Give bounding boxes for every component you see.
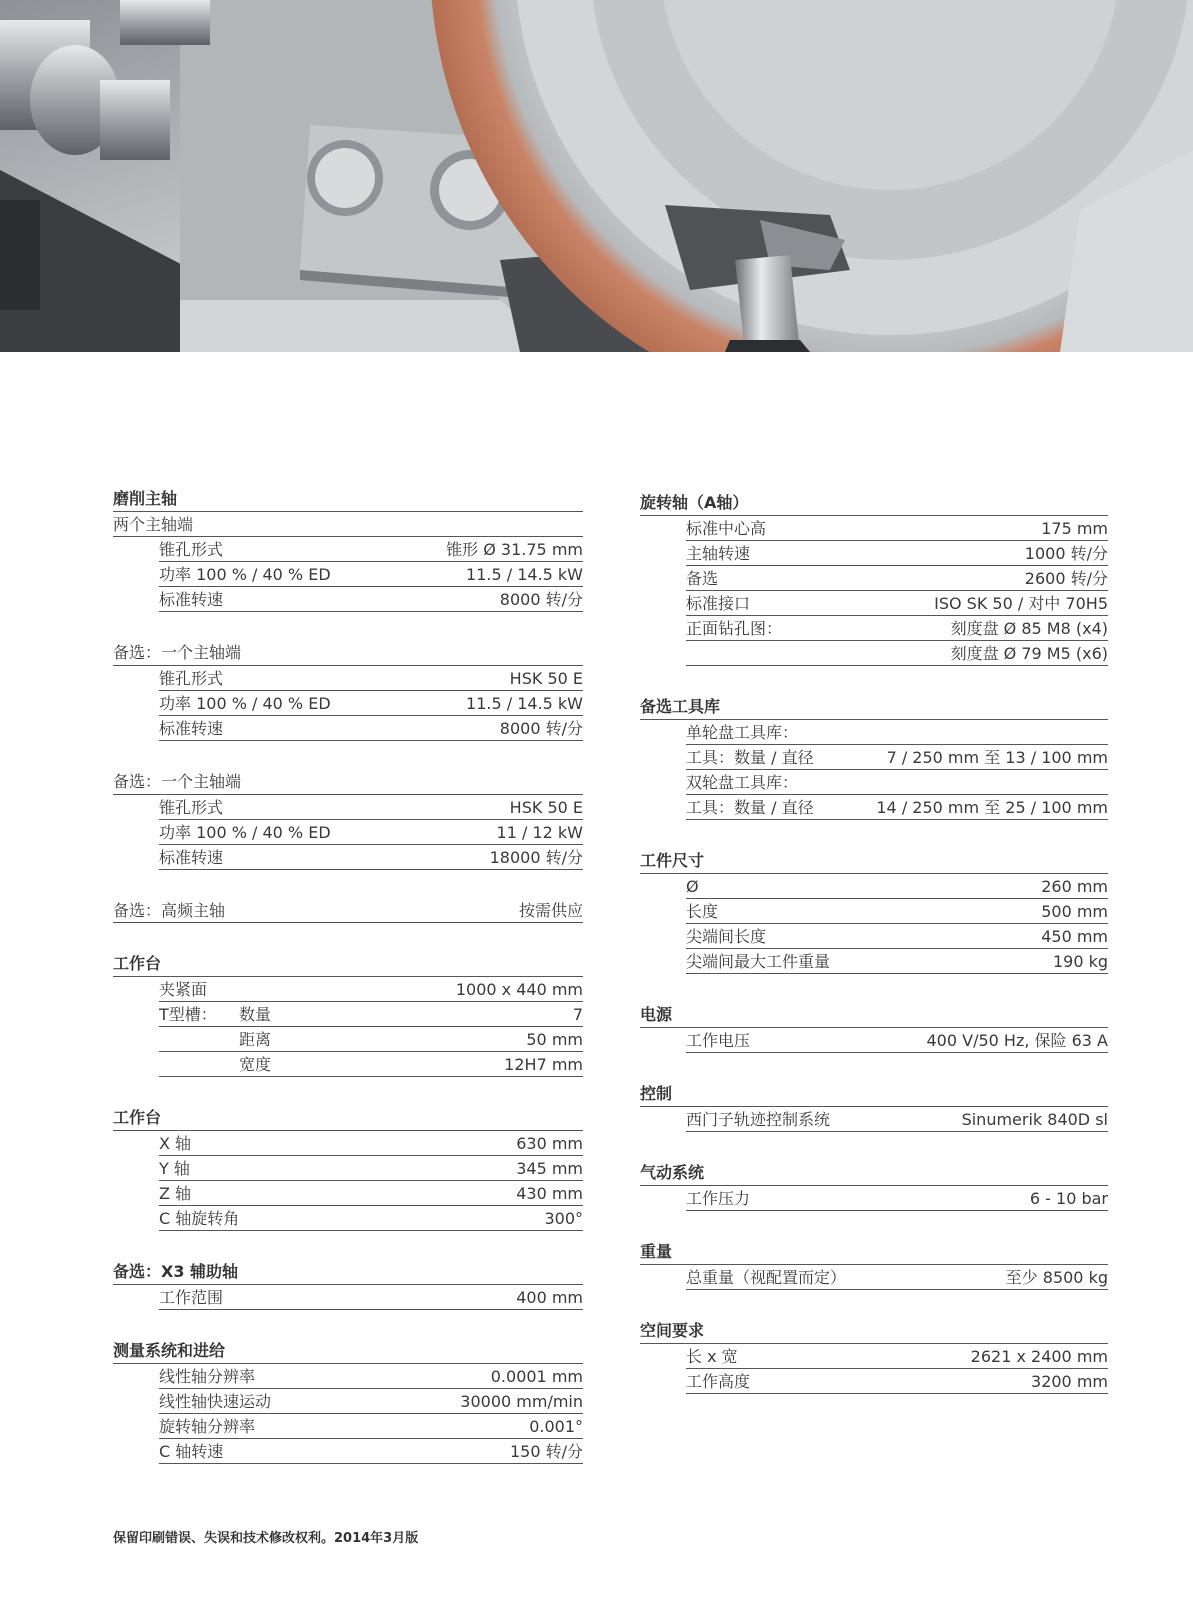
spec-row [159,716,583,741]
spec-label-group [159,1002,271,1027]
spec-row [686,899,1108,924]
spec-row [159,1002,583,1027]
spec-label: 西门子轨迹控制系统 [686,1109,831,1129]
machine-photo [0,0,1193,352]
spec-row [686,516,1108,541]
spec-label: 旋转轴分辨率 [159,1416,256,1436]
section-hf-spindle [113,898,583,923]
spec-row [686,795,1108,820]
spec-sublabel: 宽度 [239,1054,272,1074]
spec-label: Ø [686,876,699,896]
spec-label: 备选：高频主轴 [113,900,226,920]
spec-value: 430 mm [516,1183,583,1203]
section-title: 备选工具库 [640,694,1108,720]
spec-row [686,949,1108,974]
spec-value: 0.0001 mm [490,1366,583,1386]
spec-row [159,1156,583,1181]
spec-label: 功率 100 % / 40 % ED [159,822,331,842]
spec-row [159,1181,583,1206]
spec-row [686,770,1108,795]
section-title: 旋转轴（A轴） [640,490,1108,516]
spec-value: 18000 转/分 [489,847,583,867]
spec-label: 标准中心高 [686,518,767,538]
spec-value: Sinumerik 840D sl [961,1109,1108,1129]
spec-sublabel: 数量 [239,1004,272,1024]
section-title: 电源 [640,1002,1108,1028]
section-title: 控制 [640,1081,1108,1107]
spec-value: 2621 x 2400 mm [970,1346,1108,1366]
section-title: 备选：X3 辅助轴 [113,1259,583,1285]
spec-value: 11.5 / 14.5 kW [466,564,583,584]
spec-value: 3200 mm [1031,1371,1108,1391]
section-title: 空间要求 [640,1318,1108,1344]
spec-value: 8000 转/分 [499,718,583,738]
spec-row [159,845,583,870]
spec-row [686,1344,1108,1369]
section-grinding-spindle [113,486,583,612]
spec-value: 14 / 250 mm 至 25 / 100 mm [876,797,1108,817]
section-title: 重量 [640,1239,1108,1265]
spec-label: 夹紧面 [159,979,208,999]
spec-label: 工作范围 [159,1287,224,1307]
spec-row [159,1389,583,1414]
spec-row [159,820,583,845]
spec-label: 单轮盘工具库： [686,722,799,742]
spec-row [686,1107,1108,1132]
spec-value: 8000 转/分 [499,589,583,609]
footer-disclaimer: 保留印刷错误、失误和技术修改权利。2014年3月版 [113,1531,419,1546]
spec-value: 7 [572,1004,583,1024]
section-title: 磨削主轴 [113,486,583,512]
spec-row [686,591,1108,616]
section-title: 工作台 [113,1105,583,1131]
spec-value: 175 mm [1041,518,1108,538]
spec-value: 450 mm [1041,926,1108,946]
spec-label: X 轴 [159,1133,192,1153]
spec-value: 400 mm [516,1287,583,1307]
spec-row [686,745,1108,770]
spec-row [686,924,1108,949]
spec-label: 尖端间长度 [686,926,767,946]
spec-label: 主轴转速 [686,543,751,563]
section-space [640,1318,1108,1394]
spec-row [159,1364,583,1389]
spec-subheader [113,512,583,537]
spec-row [159,1131,583,1156]
spec-label: 总重量（视配置而定） [686,1267,847,1287]
spec-value: 500 mm [1041,901,1108,921]
spec-label: 线性轴快速运动 [159,1391,272,1411]
spec-value: HSK 50 E [509,668,583,688]
section-title: 工作台 [113,951,583,977]
spec-value: 190 kg [1052,951,1108,971]
spec-value: ISO SK 50 / 对中 70H5 [934,593,1108,613]
section-weight [640,1239,1108,1290]
section-worktable-2 [113,1105,583,1231]
spec-value: 刻度盘 Ø 85 M8 (x4) [950,618,1108,638]
spec-label: 功率 100 % / 40 % ED [159,693,331,713]
spec-row [159,587,583,612]
spec-label: 正面钻孔图： [686,618,783,638]
section-title: 备选：一个主轴端 [113,769,583,795]
spec-column-right [640,490,1108,1422]
spec-label: 线性轴分辨率 [159,1366,256,1386]
spec-label: Z 轴 [159,1183,192,1203]
spec-value: 11 / 12 kW [496,822,583,842]
spec-value: 1000 转/分 [1024,543,1108,563]
spec-value: 1000 x 440 mm [455,979,583,999]
spec-label: 工作高度 [686,1371,751,1391]
spec-value: 刻度盘 Ø 79 M5 (x6) [950,643,1108,663]
spec-row [686,541,1108,566]
section-x3-axis [113,1259,583,1310]
spec-value: 30000 mm/min [460,1391,583,1411]
spec-label: 工具：数量 / 直径 [686,797,814,817]
spec-row [159,795,583,820]
spec-value: 2600 转/分 [1024,568,1108,588]
section-title: 测量系统和进给 [113,1338,583,1364]
spec-value: 150 转/分 [509,1441,583,1461]
spec-label: C 轴转速 [159,1441,224,1461]
spec-label: 工具：数量 / 直径 [686,747,814,767]
spec-row [686,720,1108,745]
spec-label: 双轮盘工具库： [686,772,799,792]
spec-row [159,562,583,587]
spec-label: 锥孔形式 [159,668,224,688]
spec-value: 至少 8500 kg [1005,1267,1108,1287]
spec-row [686,1265,1108,1290]
spec-row [159,1285,583,1310]
spec-value: 300° [544,1208,583,1228]
spec-value: 6 - 10 bar [1029,1188,1108,1208]
spec-label: 标准转速 [159,718,224,738]
spec-row [159,1027,583,1052]
spec-row [113,898,583,923]
spec-label: 长 x 宽 [686,1346,738,1366]
spec-row [686,1369,1108,1394]
spec-row [159,1052,583,1077]
spec-value: 630 mm [516,1133,583,1153]
section-worktable-1 [113,951,583,1077]
spec-sublabel: 距离 [239,1029,272,1049]
spec-value: 400 V/50 Hz, 保险 63 A [926,1030,1108,1050]
spec-label: 工作压力 [686,1188,751,1208]
section-power [640,1002,1108,1053]
spec-label: C 轴旋转角 [159,1208,240,1228]
spec-label: 功率 100 % / 40 % ED [159,564,331,584]
spec-value: 345 mm [516,1158,583,1178]
spec-column-left [113,486,583,1492]
spec-row [686,1186,1108,1211]
section-tool-magazine [640,694,1108,820]
spec-label: 两个主轴端 [113,514,194,534]
spec-row [686,641,1108,666]
section-option-spindle-1 [113,640,583,741]
spec-label: 备选 [686,568,719,588]
spec-value: 7 / 250 mm 至 13 / 100 mm [886,747,1108,767]
spec-value: 11.5 / 14.5 kW [466,693,583,713]
section-control [640,1081,1108,1132]
spec-label: 锥孔形式 [159,539,224,559]
spec-label: T型槽： [159,1004,217,1024]
spec-row [159,537,583,562]
section-pneumatic [640,1160,1108,1211]
section-a-axis [640,490,1108,666]
spec-value: 锥形 Ø 31.75 mm [446,539,583,559]
spec-value: 12H7 mm [504,1054,583,1074]
spec-label: 工作电压 [686,1030,751,1050]
spec-row [686,874,1108,899]
spec-value: 0.001° [529,1416,583,1436]
spec-value: 按需供应 [518,900,583,920]
spec-row [159,691,583,716]
spec-value: 50 mm [526,1029,583,1049]
spec-label: 标准接口 [686,593,751,613]
section-title: 备选：一个主轴端 [113,640,583,666]
section-title: 工件尺寸 [640,848,1108,874]
section-option-spindle-2 [113,769,583,870]
spec-label: 标准转速 [159,847,224,867]
spec-value: HSK 50 E [509,797,583,817]
spec-label: 长度 [686,901,719,921]
spec-label: Y 轴 [159,1158,190,1178]
spec-label: 尖端间最大工件重量 [686,951,831,971]
section-title: 气动系统 [640,1160,1108,1186]
spec-label: 标准转速 [159,589,224,609]
section-workpiece [640,848,1108,974]
spec-row [159,1439,583,1464]
spec-label: 锥孔形式 [159,797,224,817]
spec-row [159,1206,583,1231]
spec-row [159,666,583,691]
spec-row [686,566,1108,591]
spec-row [159,977,583,1002]
section-measurement [113,1338,583,1464]
spec-value: 260 mm [1041,876,1108,896]
spec-row [686,1028,1108,1053]
spec-row [159,1414,583,1439]
spec-row [686,616,1108,641]
